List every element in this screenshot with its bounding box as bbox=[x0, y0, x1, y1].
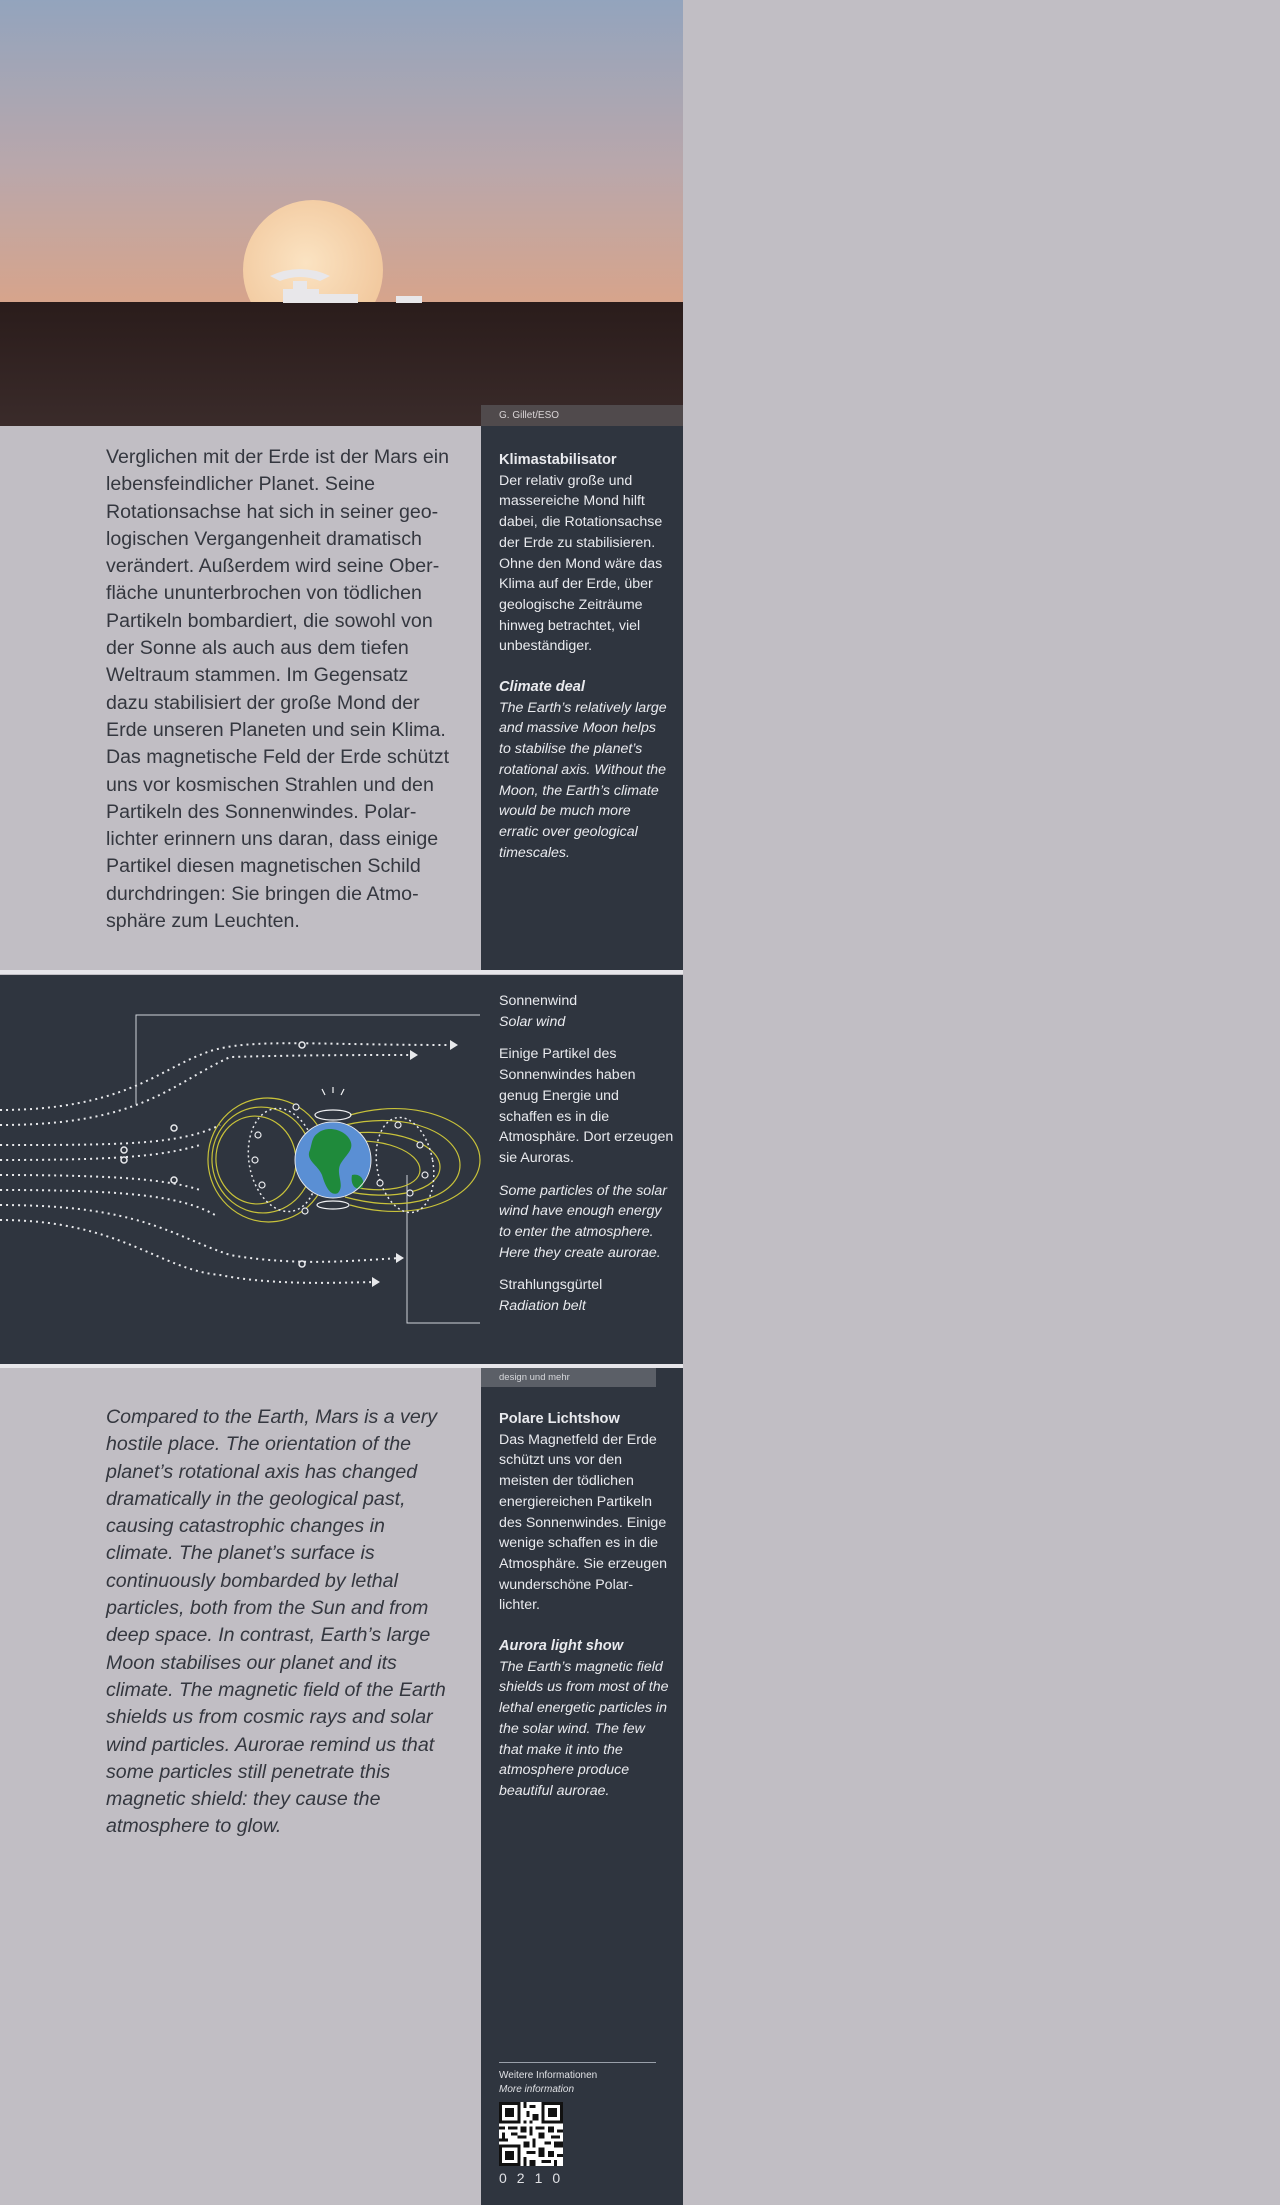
solar-wind-label-german: Sonnenwind bbox=[499, 993, 578, 1009]
sidebar-text-german: Das Magnetfeld der Erde schützt uns vor den meisten der tödlichen energiereichen Partikeln des Sonnenwindes. Einige wenige schaffen es in die Atmosphäre. Sie erzeugen wunderschöne Polarlichter. bbox=[499, 1431, 667, 1614]
radiation-belt-leader-line bbox=[407, 1175, 480, 1323]
solar-wind-label-english: Solar wind bbox=[499, 1013, 566, 1030]
earth-icon bbox=[295, 1122, 371, 1198]
sidebar-text-english: The Earth’s magnetic field shields us from most of the lethal energetic particles in the solar wind. The few that make it into the atmosphere produce beautiful aurorae. bbox=[499, 1658, 669, 1799]
moon-telescope-photo bbox=[0, 0, 683, 426]
more-info-divider bbox=[499, 2062, 656, 2063]
diagram-caption bbox=[499, 991, 674, 1317]
more-info bbox=[499, 2069, 669, 2097]
sidebar-heading-german: Polare Lichtshow bbox=[499, 1411, 620, 1427]
radiation-belt-label-english: Radiation belt bbox=[499, 1298, 586, 1315]
radiation-belt-label-german: Strahlungsgürtel bbox=[499, 1277, 603, 1294]
section-divider bbox=[0, 970, 683, 974]
sidebar-climate bbox=[481, 426, 683, 970]
body-paragraph-english: Compared to the Earth, Mars is a very hostile place. The orientation of the planet’s rotational axis has changed dramatically in the geological past, causing catastrophic changes in climate. The planet’s surface is continuously bombarded by lethal particles, both from the Sun and from deep space. In contrast, Earth’s large Moon stabilises our planet and its climate. The magnetic field of the Earth shields us from cosmic rays and solar wind particles. Aurorae remind us that some particles still penetrate this magnetic shield: they cause the atmosphere to glow. bbox=[106, 1406, 446, 1838]
diagram-text-english: Some particles of the solar wind have enough energy to enter the atmosphere. Here they create aurorae. bbox=[499, 1182, 667, 1261]
qr-code-icon[interactable] bbox=[499, 2102, 563, 2166]
diagram-text-german: Einige Partikel des Sonnenwindes haben genug Energie und schaffen es in die Atmosphäre. Dort erzeugen sie Auroras. bbox=[499, 1046, 674, 1166]
sidebar-text-english: The Earth’s relatively large and massive Moon helps to stabilise the planet’s rotational axis. Without the Moon, the Earth’s climate would be much more erratic over geological timescales. bbox=[499, 699, 667, 861]
sidebar-text-german: Der relativ große und massereiche Mond hilft dabei, die Rotationsachse der Erde zu stabilisieren. Ohne den Mond wäre das Klima auf der Erde, über geologische Zeiträume hinweg betrachtet, viel unbeständiger. bbox=[499, 472, 663, 655]
photo-credit: G. Gillet/ESO bbox=[481, 405, 683, 426]
hero-photo bbox=[0, 0, 683, 426]
sidebar-heading-english: Climate deal bbox=[499, 679, 585, 696]
more-info-german: Weitere Informationen bbox=[499, 2070, 598, 2081]
sidebar-heading-english: Aurora light show bbox=[499, 1638, 624, 1655]
info-code: 0210 bbox=[499, 2170, 571, 2186]
design-credit: design und mehr bbox=[481, 1368, 656, 1387]
solar-wind-streamlines bbox=[0, 1043, 450, 1283]
sidebar-heading-german: Klimastabilisator bbox=[499, 452, 617, 468]
body-text-english bbox=[106, 1404, 451, 1841]
solar-wind-leader-line bbox=[136, 1015, 480, 1104]
body-paragraph-german: Verglichen mit der Erde ist der Mars ein lebensfeindlicher Planet. Seine Rotationsachse hat sich in seiner geologischen Vergangenheit dramatisch verändert. Außerdem wird seine Oberfläche ununterbrochen von tödlichen Partikeln bombardiert, die sowohl von der Sonne als auch aus dem tiefen Weltraum stammen. Im Gegensatz dazu stabilisiert der große Mond der Erde unseren Planeten und sein Klima. Das magnetische Feld der Erde schützt uns vor kosmischen Strahlen und den Partikeln des Sonnenwindes. Polarlichter erinnern uns daran, dass einige Partikel diesen magnetischen Schild durchdringen: Sie bringen die Atmosphäre zum Leuchten. bbox=[106, 446, 450, 933]
more-info-english: More information bbox=[499, 2084, 575, 2095]
body-text-german bbox=[106, 444, 451, 935]
